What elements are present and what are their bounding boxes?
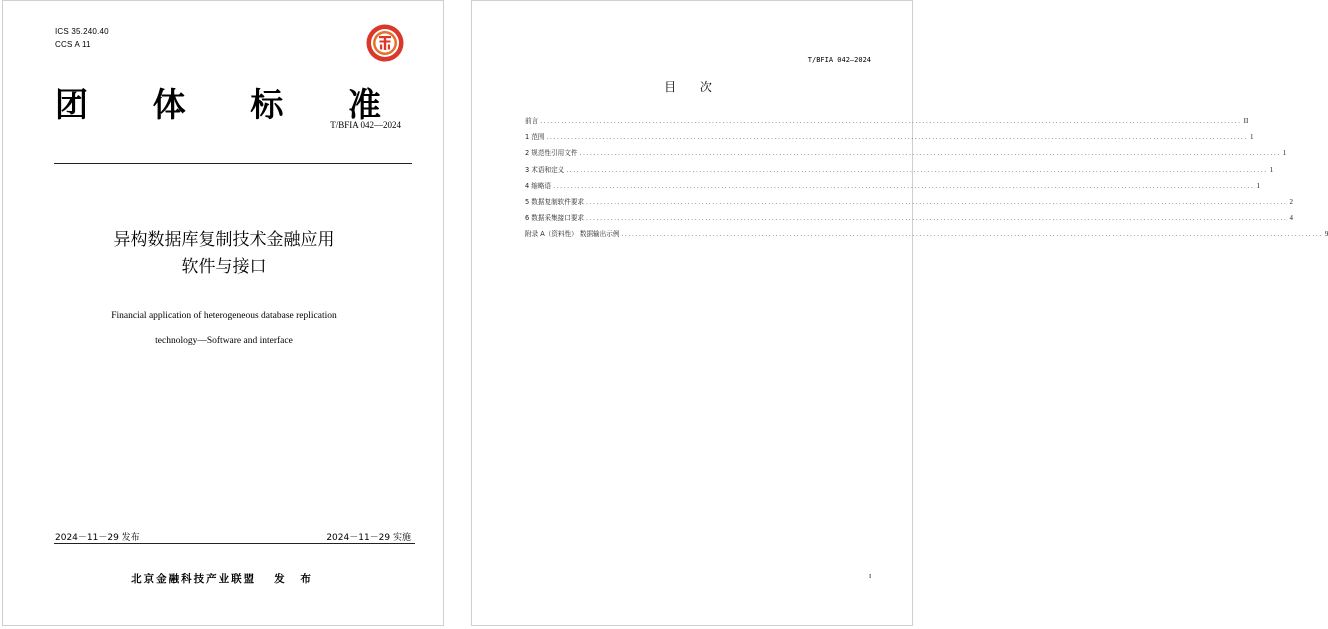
toc-entry-page: 9 (1324, 230, 1328, 239)
page-number: I (869, 573, 872, 580)
toc-entry-label: 4 缩略语 (525, 181, 552, 190)
toc-entry[interactable] (525, 147, 1287, 163)
publish-date: 2024－11－29 发布 (55, 533, 140, 543)
toc-entry-label: 2 规范性引用文件 (525, 149, 578, 158)
toc-entry-label: 6 数据采集接口要求 (525, 214, 585, 223)
implement-date: 2024－11－29 实施 (326, 533, 411, 543)
toc-leader-dots: ........................................................................................................................................................................................................ (586, 198, 1288, 206)
toc-list (525, 115, 1328, 245)
toc-entry-label: 3 术语和定义 (525, 165, 565, 174)
toc-leader-dots: ........................................................................................................................................................................................................ (546, 134, 1248, 142)
alliance-logo-icon (366, 24, 404, 62)
classification-codes (55, 25, 109, 51)
toc-entry-page: 1 (1256, 181, 1261, 190)
toc-leader-dots: ........................................................................................................................................................................................................ (586, 215, 1288, 223)
standard-type-char: 准 (347, 85, 381, 124)
toc-leader-dots: ........................................................................................................................................................................................................ (579, 150, 1281, 158)
toc-entry[interactable] (525, 196, 1293, 212)
toc-entry-page: II (1243, 117, 1249, 125)
toc-leader-dots: ........................................................................................................................................................................................................ (540, 118, 1242, 125)
toc-leader-dots: ........................................................................................................................................................................................................ (553, 182, 1255, 190)
header-divider (54, 163, 412, 164)
issuer-line (3, 571, 445, 586)
toc-leader-dots: ........................................................................................................................................................................................................ (566, 166, 1268, 174)
toc-entry-label: 5 数据复制软件要求 (525, 197, 585, 206)
toc-entry[interactable] (525, 212, 1293, 228)
toc-entry-label: 附录 A（资料性） 数据输出示例 (525, 230, 620, 239)
standard-type-title (55, 79, 381, 126)
toc-entry-page: 1 (1249, 133, 1254, 142)
ccs-code: CCS A 11 (55, 40, 91, 49)
ics-code: ICS 35.240.40 (55, 27, 109, 36)
toc-entry[interactable] (525, 228, 1328, 244)
issuer-name: 北京金融科技产业联盟 (131, 573, 257, 585)
standard-type-char: 标 (250, 85, 284, 124)
chinese-title (3, 227, 445, 281)
issue-label: 发 布 (274, 573, 317, 585)
standard-type-char: 体 (152, 85, 186, 124)
toc-entry-page: 1 (1282, 149, 1287, 158)
toc-entry-page: 1 (1269, 165, 1274, 174)
toc-entry[interactable] (525, 115, 1249, 131)
toc-entry-label: 前言 (525, 117, 539, 125)
chinese-title-line: 软件与接口 (181, 257, 267, 277)
english-title-line: Financial application of heterogeneous database replication (111, 311, 337, 321)
toc-title: 目 次 (664, 80, 722, 94)
cover-page (2, 0, 444, 626)
toc-page (471, 0, 1328, 626)
toc-entry[interactable] (525, 180, 1261, 196)
standard-code: T/BFIA 042—2024 (330, 120, 401, 130)
standard-type-char: 团 (55, 85, 88, 124)
toc-entry-page: 2 (1289, 197, 1293, 206)
chinese-title-line: 异构数据库复制技术金融应用 (113, 230, 335, 250)
toc-entry[interactable] (525, 164, 1274, 180)
toc-entry[interactable] (525, 131, 1254, 147)
toc-leader-dots: ........................................................................................................................................................................................................ (621, 231, 1323, 239)
toc-entry-page: 4 (1289, 214, 1293, 223)
toc-entry-label: 1 范围 (525, 133, 545, 142)
english-title-line: technology—Software and interface (155, 336, 293, 346)
header-standard-code: T/BFIA 042—2024 (807, 56, 871, 64)
footer-divider (54, 543, 415, 544)
